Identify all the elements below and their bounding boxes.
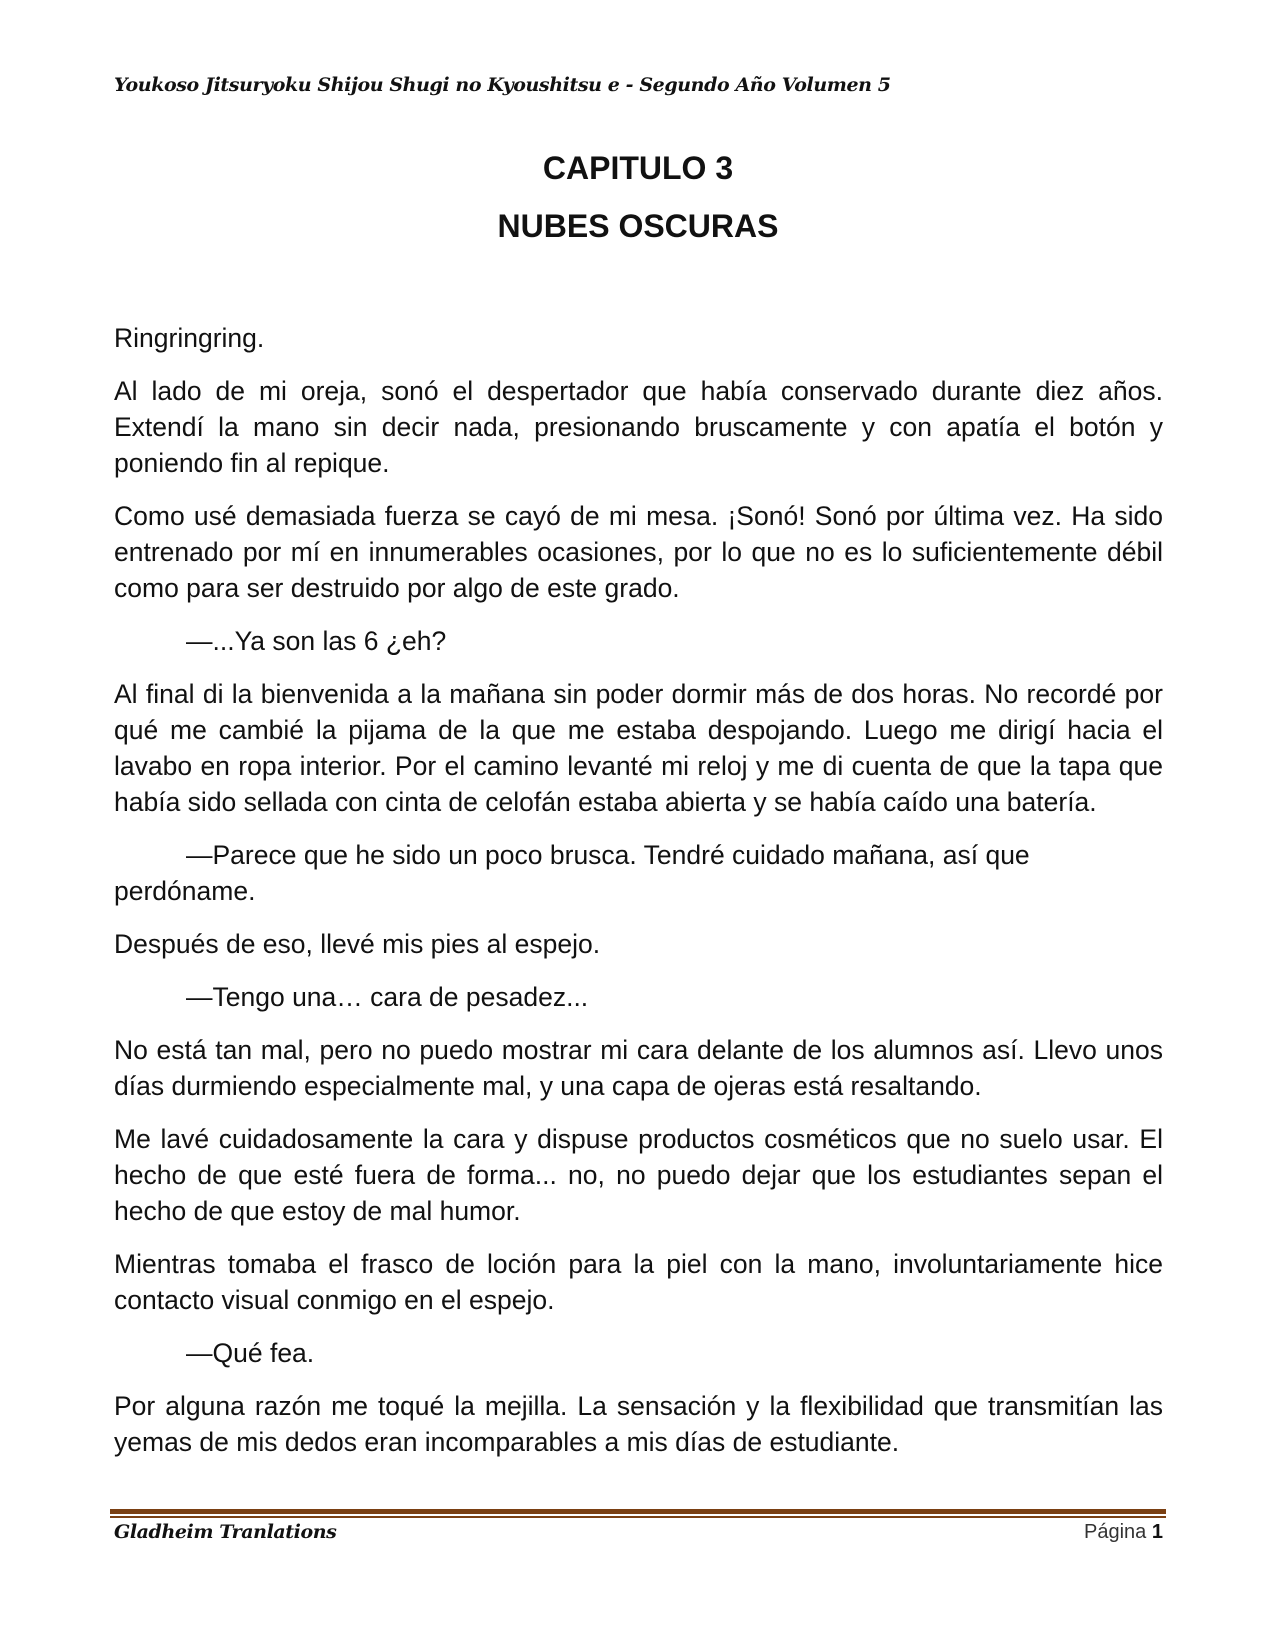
footer-divider-thick <box>110 1509 1166 1514</box>
footer-divider <box>110 1509 1166 1518</box>
running-header: Youkoso Jitsuryoku Shijou Shugi no Kyoushitsu e - Segundo Año Volumen 5 <box>114 74 891 96</box>
chapter-title: NUBES OSCURAS <box>497 208 779 244</box>
paragraph: Por alguna razón me toqué la mejilla. La sensación y la flexibilidad que transmitían las yemas de mis dedos eran incomparables a mis días de estudiante. <box>114 1391 1163 1457</box>
chapter-body <box>114 320 1163 1477</box>
page-number: 1 <box>1151 1521 1163 1543</box>
page-label: Página <box>1084 1521 1147 1543</box>
chapter-number: CAPITULO 3 <box>542 150 734 186</box>
footer-divider-thin <box>110 1516 1166 1518</box>
paragraph: Mientras tomaba el frasco de loción para la piel con la mano, involuntariamente hice contacto visual conmigo en el espejo. <box>114 1249 1163 1315</box>
paragraph: Al lado de mi oreja, sonó el despertador que había conservado durante diez años. Extendí la mano sin decir nada, presionando bruscamente y con apatía el botón y poniendo fin al repique. <box>114 376 1163 478</box>
dialogue-line: —Qué fea. <box>186 1338 315 1368</box>
paragraph: Ringringring. <box>114 323 265 353</box>
paragraph: Como usé demasiada fuerza se cayó de mi mesa. ¡Sonó! Sonó por última vez. Ha sido entrenado por mí en innumerables ocasiones, por lo que no es lo suficientemente débil como para ser destruido por algo de este grado. <box>114 501 1163 603</box>
dialogue-line: —Tengo una… cara de pesadez... <box>186 982 589 1012</box>
paragraph: Después de eso, llevé mis pies al espejo. <box>114 929 601 959</box>
dialogue-line: —...Ya son las 6 ¿eh? <box>186 626 447 656</box>
paragraph: No está tan mal, pero no puedo mostrar mi cara delante de los alumnos así. Llevo unos días durmiendo especialmente mal, y una capa de ojeras está resaltando. <box>114 1035 1163 1101</box>
paragraph: Al final di la bienvenida a la mañana sin poder dormir más de dos horas. No recordé por qué me cambié la pijama de la que me estaba despojando. Luego me dirigí hacia el lavabo en ropa interior. Por el camino levanté mi reloj y me di cuenta de que la tapa que había sido sellada con cinta de celofán estaba abierta y se había caído una batería. <box>114 679 1163 817</box>
footer-translator: Gladheim Tranlations <box>114 1521 337 1543</box>
page-number-label <box>1084 1521 1163 1544</box>
paragraph: Me lavé cuidadosamente la cara y dispuse productos cosméticos que no suelo usar. El hecho de que esté fuera de forma... no, no puedo dejar que los estudiantes sepan el hecho de que estoy de mal humor. <box>114 1124 1163 1226</box>
dialogue-line: —Parece que he sido un poco brusca. Tendré cuidado mañana, así que perdóname. <box>114 840 1030 906</box>
